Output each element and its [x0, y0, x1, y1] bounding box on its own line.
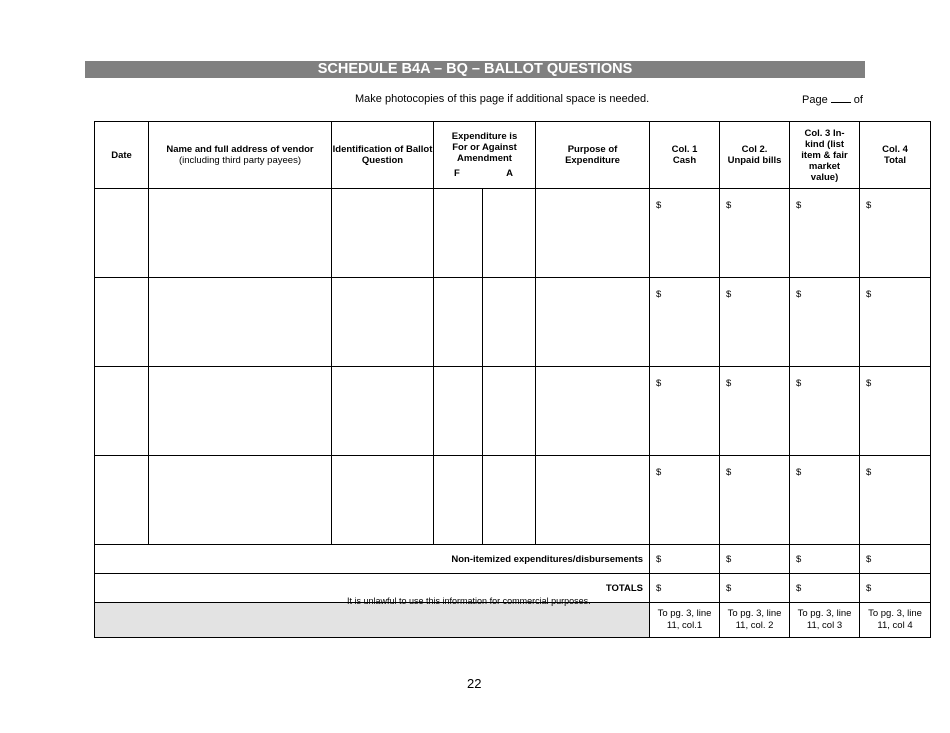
page-blank[interactable]: [831, 93, 851, 103]
vendor-cell[interactable]: [149, 189, 332, 278]
vendor-cell[interactable]: [149, 278, 332, 367]
against-cell[interactable]: [483, 367, 536, 456]
header-col1: Col. 1 Cash: [650, 122, 720, 189]
header-date: Date: [95, 122, 149, 189]
to-page-col1: To pg. 3, line 11, col.1: [650, 603, 720, 638]
totals-label: TOTALS: [95, 574, 650, 603]
totals-col4[interactable]: $: [860, 574, 931, 603]
nonitemized-label: Non-itemized expenditures/disbursements: [95, 545, 650, 574]
against-cell[interactable]: [483, 278, 536, 367]
to-page-col4: To pg. 3, line 11, col 4: [860, 603, 931, 638]
header-against: A: [506, 168, 514, 179]
carry-forward-row: [95, 603, 931, 638]
for-cell[interactable]: [434, 278, 483, 367]
header-vendor-title: Name and full address of vendor: [166, 144, 314, 155]
purpose-cell[interactable]: [536, 278, 650, 367]
for-cell[interactable]: [434, 189, 483, 278]
photocopy-instruction: Make photocopies of this page if additional space is needed.: [355, 93, 650, 105]
header-vendor: [149, 122, 332, 189]
col4-cell[interactable]: $: [860, 367, 931, 456]
col1-cell[interactable]: $: [650, 456, 720, 545]
nonitemized-col2[interactable]: $: [720, 545, 790, 574]
col3-cell[interactable]: $: [790, 367, 860, 456]
for-cell[interactable]: [434, 456, 483, 545]
date-cell[interactable]: [95, 456, 149, 545]
header-row: [95, 122, 931, 189]
page-of-field: [802, 93, 863, 106]
of-label: of: [853, 94, 863, 106]
ballot-question-cell[interactable]: [332, 456, 434, 545]
against-cell[interactable]: [483, 456, 536, 545]
table-row: [95, 367, 931, 456]
table-row: [95, 278, 931, 367]
col2-cell[interactable]: $: [720, 189, 790, 278]
col4-cell[interactable]: $: [860, 278, 931, 367]
col4-cell[interactable]: $: [860, 456, 931, 545]
header-ballot-question: Identification of Ballot Question: [332, 122, 434, 189]
expenditure-table: [94, 121, 931, 638]
against-cell[interactable]: [483, 189, 536, 278]
col4-cell[interactable]: $: [860, 189, 931, 278]
header-vendor-note: (including third party payees): [179, 155, 301, 166]
header-col2: Col 2. Unpaid bills: [720, 122, 790, 189]
ballot-question-cell[interactable]: [332, 367, 434, 456]
header-purpose: Purpose of Expenditure: [536, 122, 650, 189]
table-row: [95, 189, 931, 278]
nonitemized-col4[interactable]: $: [860, 545, 931, 574]
col2-cell[interactable]: $: [720, 278, 790, 367]
nonitemized-col1[interactable]: $: [650, 545, 720, 574]
col3-cell[interactable]: $: [790, 456, 860, 545]
date-cell[interactable]: [95, 189, 149, 278]
table-row: [95, 456, 931, 545]
purpose-cell[interactable]: [536, 367, 650, 456]
totals-col1[interactable]: $: [650, 574, 720, 603]
date-cell[interactable]: [95, 367, 149, 456]
vendor-cell[interactable]: [149, 456, 332, 545]
to-page-col3: To pg. 3, line 11, col 3: [790, 603, 860, 638]
vendor-cell[interactable]: [149, 367, 332, 456]
ballot-question-cell[interactable]: [332, 278, 434, 367]
totals-col2[interactable]: $: [720, 574, 790, 603]
col2-cell[interactable]: $: [720, 456, 790, 545]
ballot-question-cell[interactable]: [332, 189, 434, 278]
to-page-col2: To pg. 3, line 11, col. 2: [720, 603, 790, 638]
purpose-cell[interactable]: [536, 456, 650, 545]
page-label: Page: [802, 94, 828, 106]
schedule-title: SCHEDULE B4A – BQ – BALLOT QUESTIONS: [85, 61, 865, 78]
nonitemized-row: [95, 545, 931, 574]
col1-cell[interactable]: $: [650, 367, 720, 456]
col1-cell[interactable]: $: [650, 189, 720, 278]
purpose-cell[interactable]: [536, 189, 650, 278]
totals-col3[interactable]: $: [790, 574, 860, 603]
header-for: F: [454, 168, 460, 179]
nonitemized-col3[interactable]: $: [790, 545, 860, 574]
header-for-against: [434, 122, 536, 189]
date-cell[interactable]: [95, 278, 149, 367]
for-cell[interactable]: [434, 367, 483, 456]
col2-cell[interactable]: $: [720, 367, 790, 456]
header-for-against-title: Expenditure is For or Against Amendment: [451, 131, 518, 164]
commercial-use-disclaimer: It is unlawful to use this information for commercial purposes.: [347, 596, 591, 606]
col3-cell[interactable]: $: [790, 189, 860, 278]
page-number: 22: [467, 676, 482, 691]
col3-cell[interactable]: $: [790, 278, 860, 367]
col1-cell[interactable]: $: [650, 278, 720, 367]
shaded-area: [95, 603, 650, 638]
header-col3: Col. 3 In-kind (list item & fair market value): [790, 122, 860, 189]
header-col4: Col. 4 Total: [860, 122, 931, 189]
